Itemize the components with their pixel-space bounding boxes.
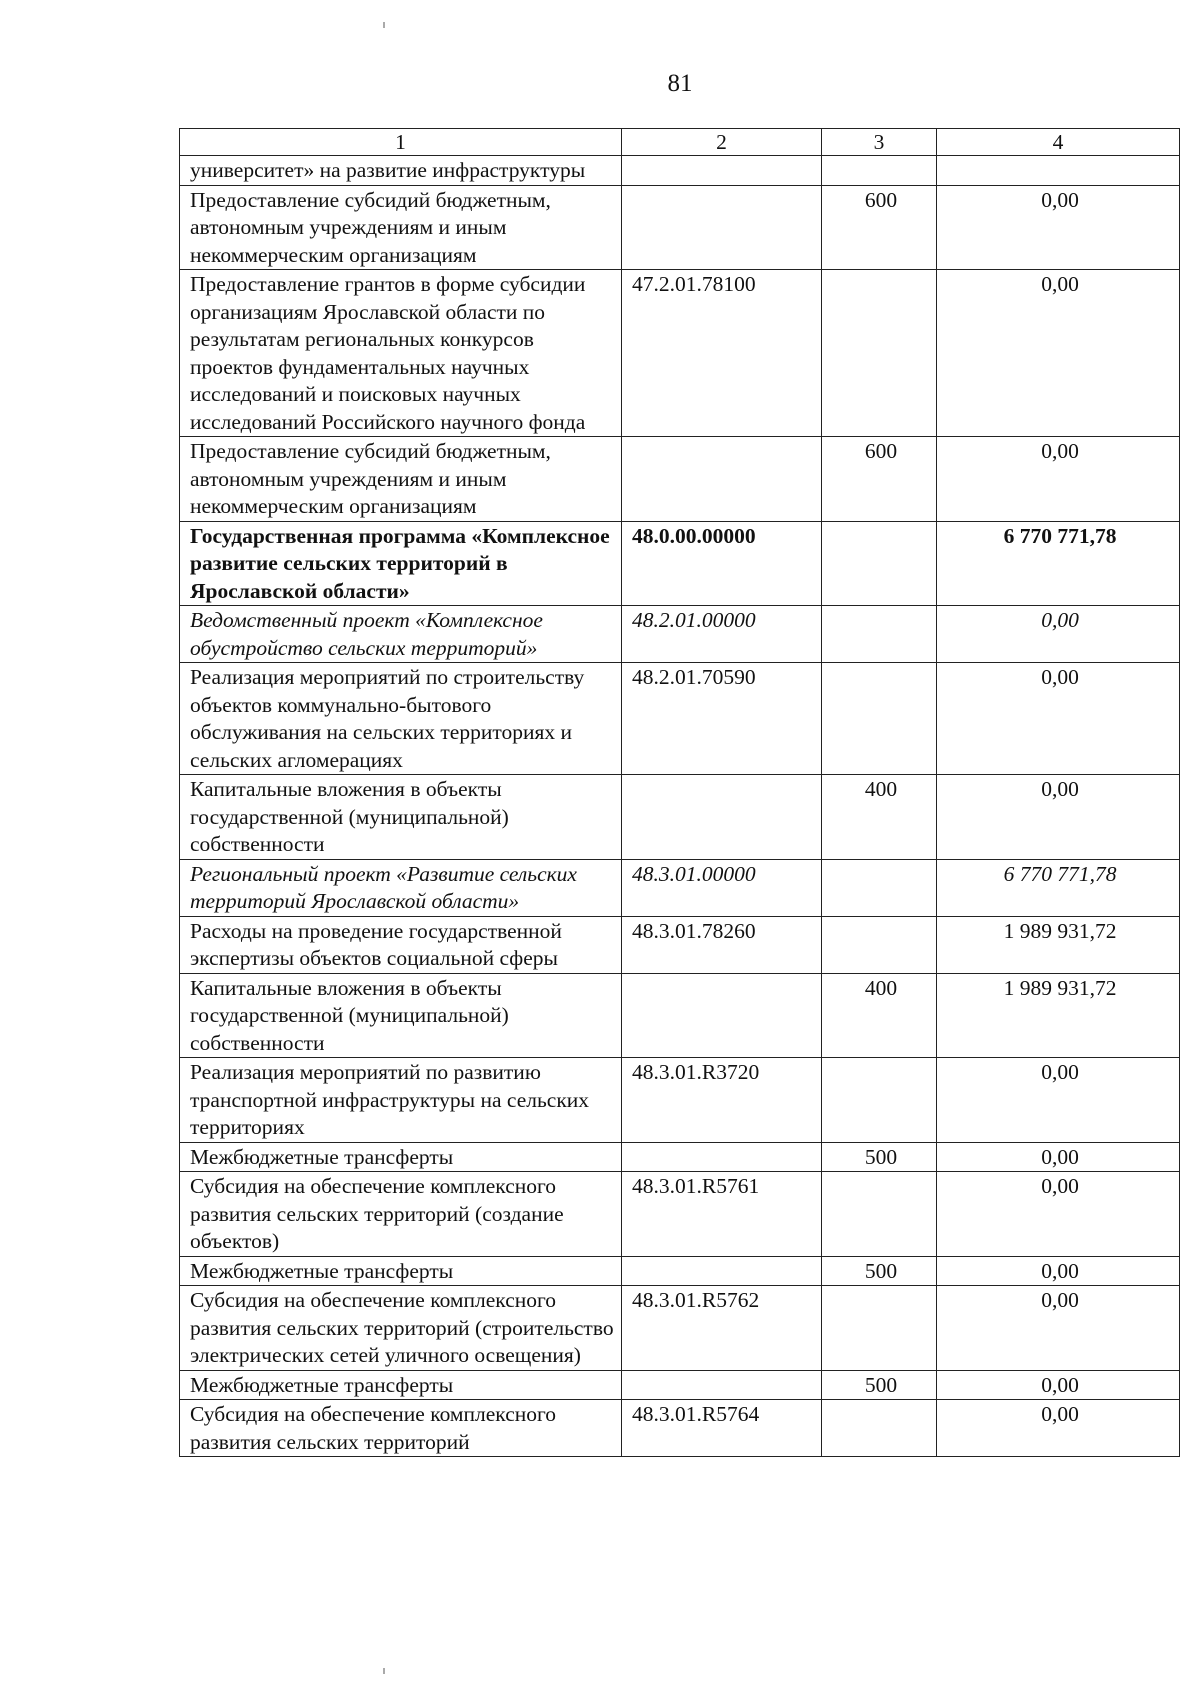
scan-mark-bottom bbox=[383, 1668, 385, 1674]
row-amount: 0,00 bbox=[937, 1172, 1180, 1257]
row-name: Капитальные вложения в объекты государственной (муниципальной) собственности bbox=[180, 775, 622, 860]
row-amount: 0,00 bbox=[937, 1142, 1180, 1172]
row-code: 48.3.01.00000 bbox=[622, 859, 822, 916]
row-amount: 0,00 bbox=[937, 663, 1180, 775]
row-amount: 0,00 bbox=[937, 185, 1180, 270]
table-row bbox=[180, 1286, 1180, 1371]
row-kind bbox=[822, 859, 937, 916]
row-name: Субсидия на обеспечение комплексного развития сельских территорий (строительство электрических сетей уличного освещения) bbox=[180, 1286, 622, 1371]
row-amount: 6 770 771,78 bbox=[937, 859, 1180, 916]
table-row bbox=[180, 775, 1180, 860]
row-kind bbox=[822, 270, 937, 437]
row-kind: 500 bbox=[822, 1256, 937, 1286]
row-kind bbox=[822, 521, 937, 606]
table-row bbox=[180, 663, 1180, 775]
row-amount: 0,00 bbox=[937, 775, 1180, 860]
row-code: 48.3.01.R5761 bbox=[622, 1172, 822, 1257]
row-code: 47.2.01.78100 bbox=[622, 270, 822, 437]
row-code: 48.3.01.R3720 bbox=[622, 1058, 822, 1143]
row-kind bbox=[822, 663, 937, 775]
table-row bbox=[180, 156, 1180, 186]
header-col-1: 1 bbox=[180, 129, 622, 156]
row-amount: 0,00 bbox=[937, 437, 1180, 522]
row-name: Субсидия на обеспечение комплексного развития сельских территорий bbox=[180, 1400, 622, 1457]
row-name: Предоставление грантов в форме субсидии организациям Ярославской области по результатам региональных конкурсов проектов фундаментальных научных исследований и поисковых научных исследований Российского научного фонда bbox=[180, 270, 622, 437]
row-name: Предоставление субсидий бюджетным, автономным учреждениям и иным некоммерческим организациям bbox=[180, 185, 622, 270]
row-amount: 0,00 bbox=[937, 1400, 1180, 1457]
scan-mark-top bbox=[383, 22, 385, 28]
row-kind: 600 bbox=[822, 437, 937, 522]
row-kind bbox=[822, 606, 937, 663]
row-kind bbox=[822, 916, 937, 973]
table-header-row bbox=[180, 129, 1180, 156]
row-amount: 0,00 bbox=[937, 1256, 1180, 1286]
table-row bbox=[180, 185, 1180, 270]
row-name: Реализация мероприятий по строительству объектов коммунально-бытового обслуживания на сельских территориях и сельских агломерациях bbox=[180, 663, 622, 775]
table-row bbox=[180, 859, 1180, 916]
row-code bbox=[622, 1256, 822, 1286]
row-code: 48.2.01.70590 bbox=[622, 663, 822, 775]
table-row bbox=[180, 1400, 1180, 1457]
table-row bbox=[180, 521, 1180, 606]
header-col-4: 4 bbox=[937, 129, 1180, 156]
page-number: 81 bbox=[667, 70, 693, 97]
row-kind bbox=[822, 1172, 937, 1257]
row-amount: 0,00 bbox=[937, 270, 1180, 437]
row-amount: 1 989 931,72 bbox=[937, 916, 1180, 973]
row-kind: 500 bbox=[822, 1370, 937, 1400]
row-amount: 0,00 bbox=[937, 1058, 1180, 1143]
budget-table bbox=[179, 128, 1180, 1457]
row-code: 48.3.01.78260 bbox=[622, 916, 822, 973]
table-row bbox=[180, 1172, 1180, 1257]
row-name: Субсидия на обеспечение комплексного развития сельских территорий (создание объектов) bbox=[180, 1172, 622, 1257]
row-name: Межбюджетные трансферты bbox=[180, 1370, 622, 1400]
table-row bbox=[180, 1058, 1180, 1143]
row-amount: 0,00 bbox=[937, 606, 1180, 663]
row-kind: 400 bbox=[822, 973, 937, 1058]
row-name: Реализация мероприятий по развитию транспортной инфраструктуры на сельских территориях bbox=[180, 1058, 622, 1143]
row-code bbox=[622, 973, 822, 1058]
row-code bbox=[622, 185, 822, 270]
row-name: Межбюджетные трансферты bbox=[180, 1142, 622, 1172]
row-amount bbox=[937, 156, 1180, 186]
row-name: университет» на развитие инфраструктуры bbox=[180, 156, 622, 186]
row-code bbox=[622, 775, 822, 860]
header-col-2: 2 bbox=[622, 129, 822, 156]
row-code: 48.3.01.R5764 bbox=[622, 1400, 822, 1457]
row-code: 48.0.00.00000 bbox=[622, 521, 822, 606]
table-row bbox=[180, 916, 1180, 973]
row-name: Государственная программа «Комплексное развитие сельских территорий в Ярославской области» bbox=[180, 521, 622, 606]
table-row bbox=[180, 270, 1180, 437]
table-row bbox=[180, 606, 1180, 663]
table-row bbox=[180, 1256, 1180, 1286]
table-row bbox=[180, 437, 1180, 522]
table-row bbox=[180, 1370, 1180, 1400]
row-kind bbox=[822, 1286, 937, 1371]
row-name: Межбюджетные трансферты bbox=[180, 1256, 622, 1286]
row-amount: 0,00 bbox=[937, 1286, 1180, 1371]
row-kind: 500 bbox=[822, 1142, 937, 1172]
row-name: Предоставление субсидий бюджетным, автономным учреждениям и иным некоммерческим организациям bbox=[180, 437, 622, 522]
row-code bbox=[622, 156, 822, 186]
row-amount: 6 770 771,78 bbox=[937, 521, 1180, 606]
row-kind: 600 bbox=[822, 185, 937, 270]
header-col-3: 3 bbox=[822, 129, 937, 156]
row-kind bbox=[822, 156, 937, 186]
row-code bbox=[622, 1370, 822, 1400]
table-row bbox=[180, 1142, 1180, 1172]
table-row bbox=[180, 973, 1180, 1058]
row-name: Расходы на проведение государственной экспертизы объектов социальной сферы bbox=[180, 916, 622, 973]
row-name: Капитальные вложения в объекты государственной (муниципальной) собственности bbox=[180, 973, 622, 1058]
row-name: Ведомственный проект «Комплексное обустройство сельских территорий» bbox=[180, 606, 622, 663]
row-kind bbox=[822, 1058, 937, 1143]
row-code bbox=[622, 437, 822, 522]
row-code: 48.3.01.R5762 bbox=[622, 1286, 822, 1371]
row-amount: 0,00 bbox=[937, 1370, 1180, 1400]
row-kind bbox=[822, 1400, 937, 1457]
row-amount: 1 989 931,72 bbox=[937, 973, 1180, 1058]
row-code bbox=[622, 1142, 822, 1172]
row-code: 48.2.01.00000 bbox=[622, 606, 822, 663]
row-kind: 400 bbox=[822, 775, 937, 860]
row-name: Региональный проект «Развитие сельских территорий Ярославской области» bbox=[180, 859, 622, 916]
